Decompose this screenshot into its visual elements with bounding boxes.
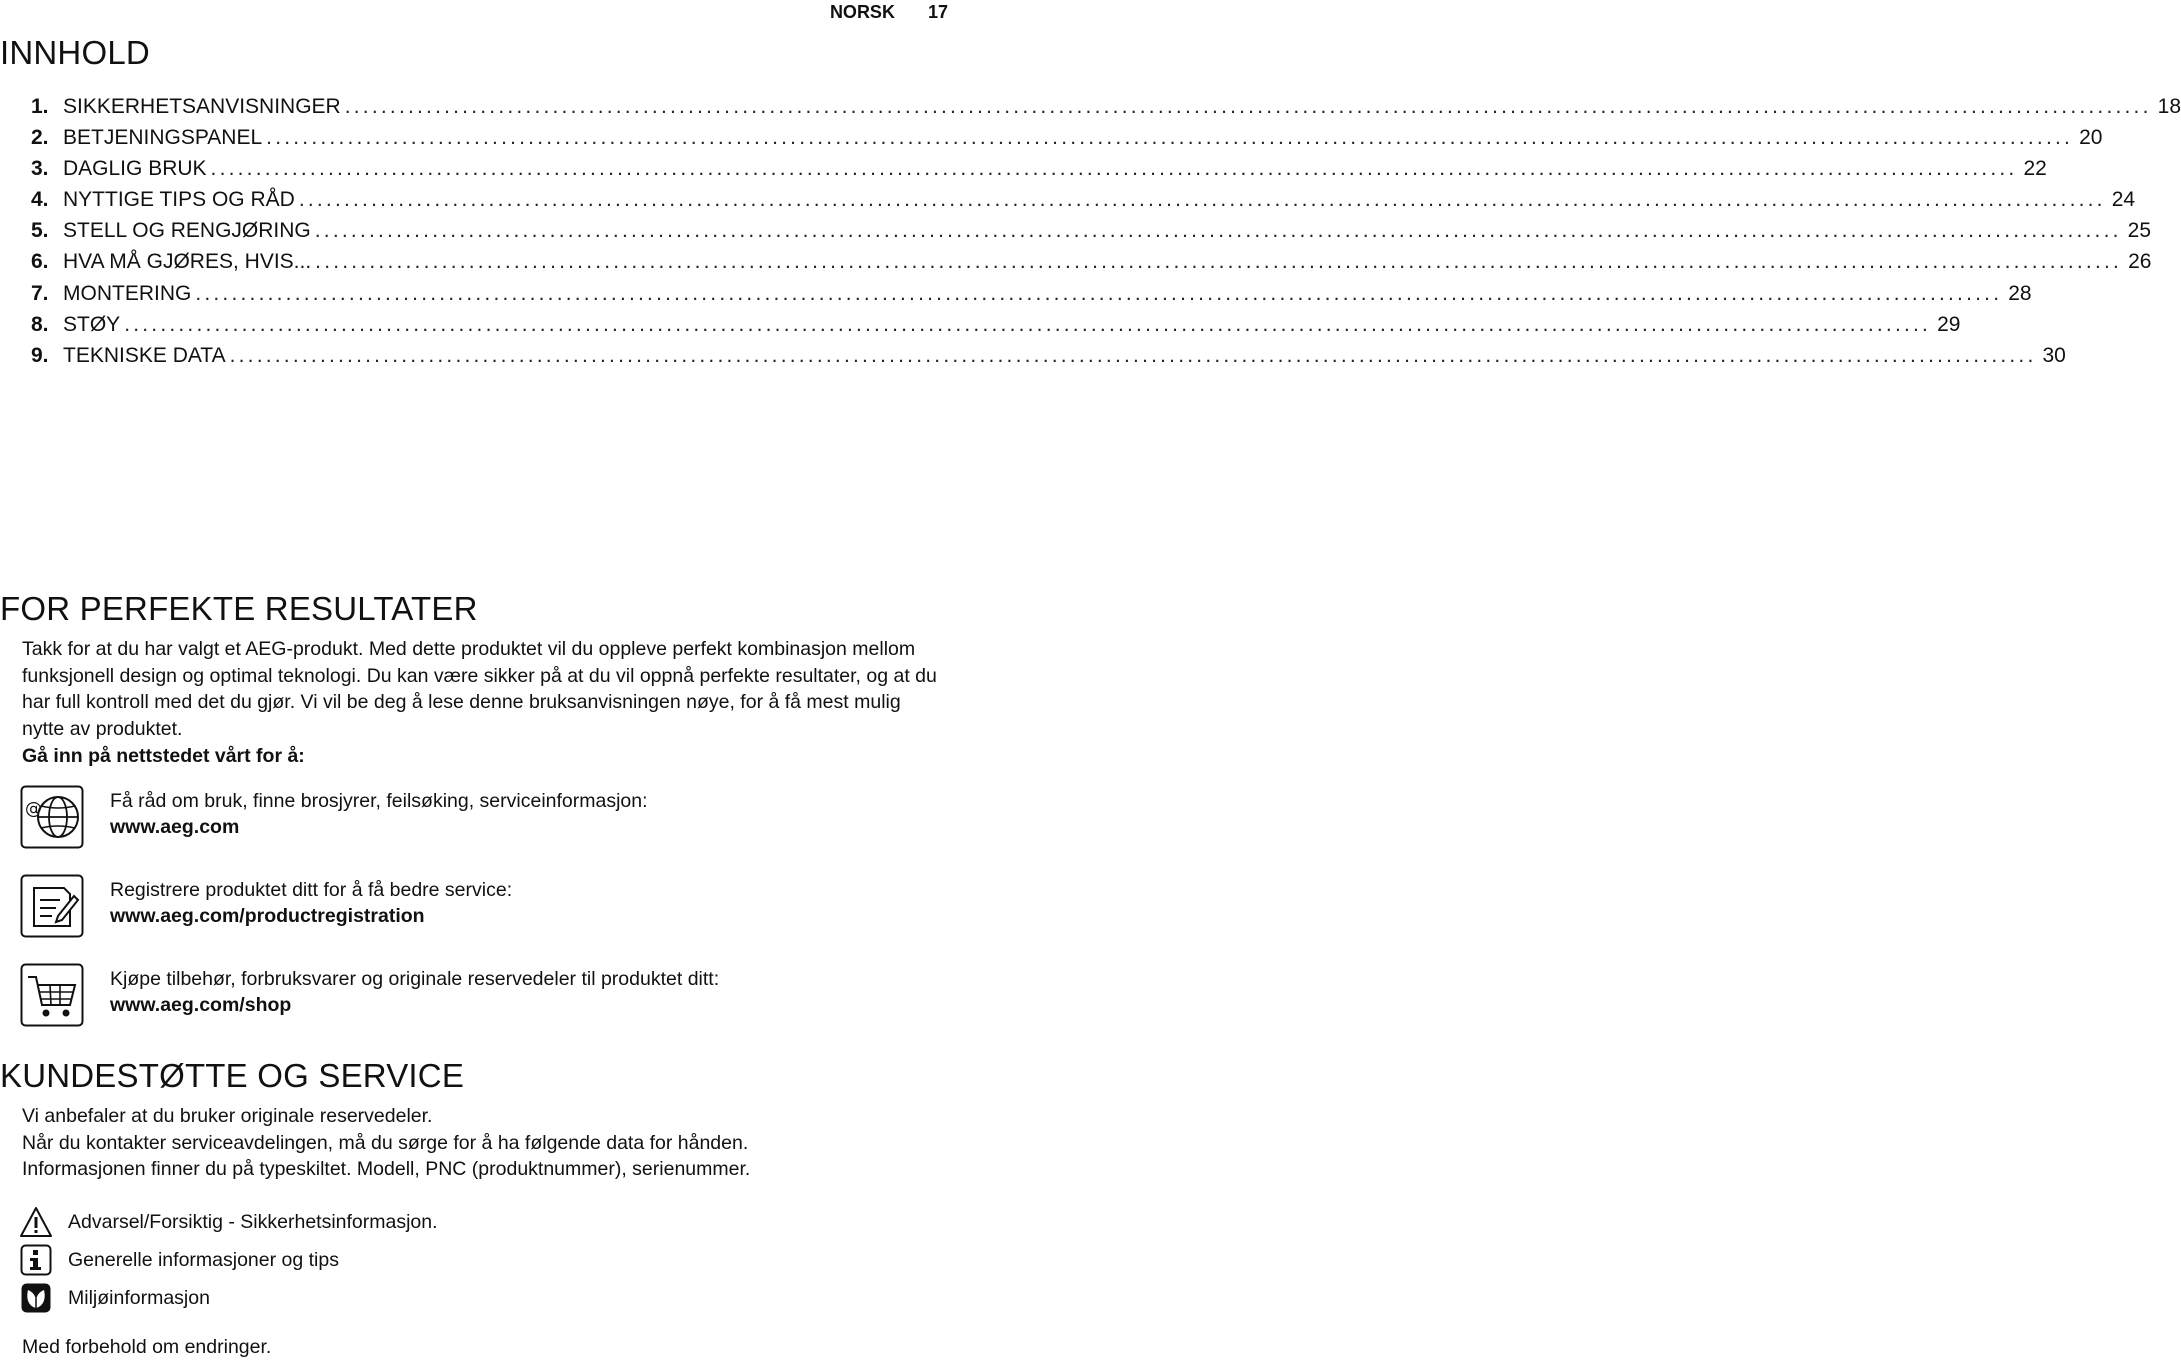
svg-text:@: @ — [25, 799, 42, 819]
toc-item-page: 20 — [2079, 126, 2103, 150]
toc-heading: INNHOLD — [0, 34, 150, 71]
support-line: Når du kontakter serviceavdelingen, må du sørge for å ha følgende data for hånden. — [22, 1131, 749, 1154]
toc-item-title: BETJENINGSPANEL — [63, 126, 263, 150]
support-line: Vi anbefaler at du bruker originale reservedeler. — [22, 1105, 433, 1127]
toc-item-title: HVA MÅ GJØRES, HVIS... — [63, 250, 312, 274]
toc-item-number: 1. — [31, 95, 49, 118]
toc-item[interactable] — [31, 281, 2032, 313]
results-heading: FOR PERFEKTE RESULTATER — [0, 590, 478, 627]
website-advice-text: Få råd om bruk, finne brosjyrer, feilsøking, serviceinformasjon: — [110, 790, 648, 812]
support-text — [22, 1103, 942, 1183]
toc-item-title: STELL OG RENGJØRING — [63, 219, 311, 243]
toc-item-number: 4. — [31, 188, 49, 212]
support-heading: KUNDESTØTTE OG SERVICE — [0, 1057, 465, 1094]
shop-text: Kjøpe tilbehør, forbruksvarer og originale reservedeler til produktet ditt: — [110, 968, 720, 990]
toc-item-number: 6. — [31, 250, 49, 274]
info-symbol-row — [20, 1244, 720, 1276]
toc-item-number: 9. — [31, 343, 49, 367]
toc-item[interactable] — [31, 343, 2066, 375]
toc-item[interactable] — [31, 157, 2047, 188]
language-label: NORSK — [829, 2, 895, 22]
toc-item-page: 22 — [2023, 157, 2047, 181]
toc-item[interactable] — [31, 219, 2152, 250]
info-symbol-text: Generelle informasjoner og tips — [68, 1249, 339, 1271]
toc-item-number: 3. — [31, 157, 49, 181]
toc-item-page: 30 — [2042, 343, 2066, 367]
toc-dot-leader: ........................................................................................................................................................................................................ — [229, 343, 2037, 367]
warning-triangle-icon — [20, 1206, 52, 1238]
warning-symbol-text: Advarsel/Forsiktig - Sikkerhetsinformasjon. — [68, 1211, 438, 1233]
product-registration-link[interactable]: www.aeg.com/productregistration — [110, 905, 425, 927]
toc-dot-leader: ........................................................................................................................................................................................................ — [344, 95, 2152, 118]
toc-item-title: SIKKERHETSANVISNINGER — [63, 95, 341, 118]
toc-item-title: STØY — [63, 312, 121, 336]
toc-item[interactable] — [31, 126, 2103, 157]
toc-item-number: 7. — [31, 281, 49, 305]
info-icon — [20, 1244, 52, 1276]
shop-row — [20, 963, 940, 1029]
disclaimer: Med forbehold om endringer. — [22, 1336, 272, 1358]
toc-item-title: TEKNISKE DATA — [63, 343, 226, 367]
toc-item-title: DAGLIG BRUK — [63, 157, 207, 181]
toc-item-page: 24 — [2111, 188, 2136, 212]
toc-item-page: 26 — [2128, 250, 2152, 274]
environment-symbol-row — [20, 1282, 720, 1314]
toc-item-number: 2. — [31, 126, 49, 150]
shopping-cart-icon — [20, 963, 84, 1027]
environment-symbol-text: Miljøinformasjon — [68, 1287, 210, 1309]
toc-item-page: 25 — [2127, 219, 2152, 243]
page-number: 17 — [927, 2, 948, 22]
toc-item-page: 29 — [1937, 312, 1961, 336]
toc-dot-leader: ........................................................................................................................................................................................................ — [314, 219, 2122, 243]
visit-heading: Gå inn på nettstedet vårt for å: — [22, 745, 305, 767]
toc-item-page: 18 — [2157, 95, 2181, 118]
website-advice-row — [20, 785, 940, 851]
web-globe-icon — [20, 785, 84, 849]
toc-item[interactable] — [31, 188, 2136, 219]
toc-item-number: 8. — [31, 312, 49, 336]
toc-item[interactable] — [31, 250, 2152, 281]
toc-item-number: 5. — [31, 219, 49, 243]
toc-dot-leader: ........................................................................................................................................................................................................ — [298, 188, 2106, 212]
shop-link[interactable]: www.aeg.com/shop — [110, 994, 292, 1016]
results-intro: Takk for at du har valgt et AEG-produkt. Med dette produktet vil du oppleve perfekt kombinasjon mellom funksjonell design og optimal teknologi. Du kan være sikker på at du vil oppnå perfekte resultater, og at du har full kontroll med det du gjør. Vi vil be deg å lese denne bruksanvisningen nøye, for å få mest mulig nytte av produktet. — [22, 638, 937, 740]
product-registration-row — [20, 874, 940, 940]
toc-dot-leader: ........................................................................................................................................................................................................ — [266, 126, 2074, 150]
toc-item-page: 28 — [2008, 281, 2032, 305]
warning-symbol-row — [20, 1206, 720, 1238]
toc-dot-leader: ........................................................................................................................................................................................................ — [315, 250, 2123, 274]
toc-item-title: NYTTIGE TIPS OG RÅD — [63, 188, 295, 212]
environment-icon — [20, 1282, 52, 1314]
registration-form-icon — [20, 874, 84, 938]
page-header — [802, 2, 948, 23]
table-of-contents — [31, 95, 2181, 375]
product-registration-text: Registrere produktet ditt for å få bedre service: — [110, 879, 513, 901]
website-advice-link[interactable]: www.aeg.com — [110, 816, 240, 838]
toc-dot-leader: ........................................................................................................................................................................................................ — [124, 312, 1932, 336]
support-line: Informasjonen finner du på typeskiltet. Modell, PNC (produktnummer), serienummer. — [22, 1158, 751, 1180]
toc-item[interactable] — [31, 312, 1961, 344]
toc-item[interactable] — [31, 95, 2181, 126]
toc-dot-leader: ........................................................................................................................................................................................................ — [210, 157, 2018, 181]
toc-dot-leader: ........................................................................................................................................................................................................ — [195, 281, 2003, 305]
toc-item-title: MONTERING — [63, 281, 192, 305]
